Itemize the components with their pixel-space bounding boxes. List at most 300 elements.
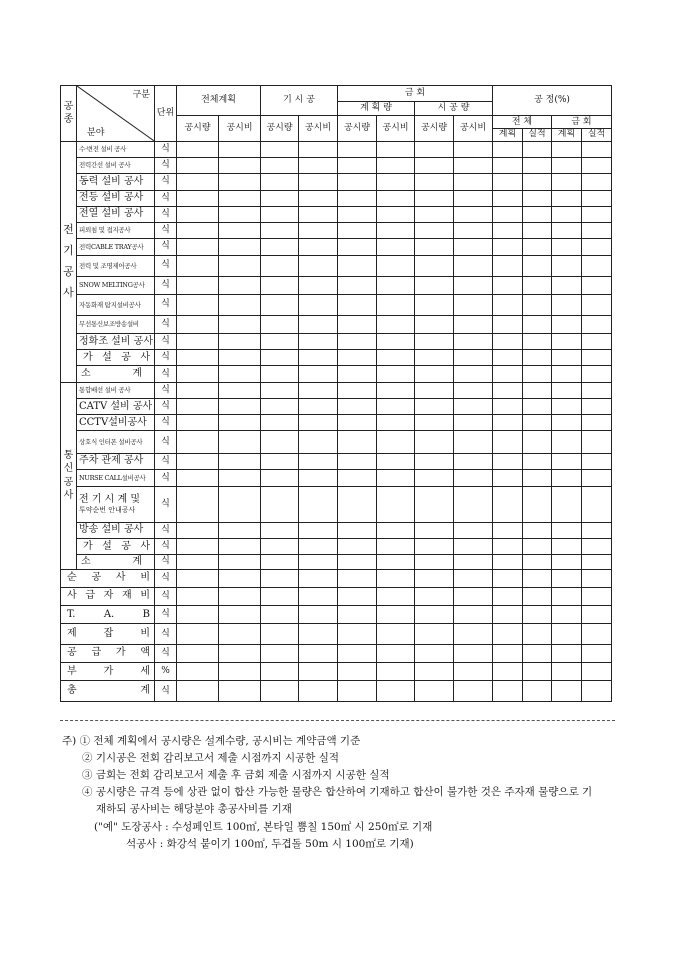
value-cell bbox=[177, 606, 219, 624]
value-cell bbox=[338, 276, 377, 294]
actual-header: 실적 bbox=[523, 128, 552, 141]
value-cell bbox=[552, 569, 582, 587]
value-cell bbox=[338, 453, 377, 469]
value-cell bbox=[454, 350, 493, 366]
spread-char: T. bbox=[67, 608, 76, 620]
item-name-line1: 전 기 시 계 및 bbox=[79, 494, 141, 506]
value-cell bbox=[299, 190, 338, 206]
value-cell bbox=[177, 206, 219, 222]
value-cell bbox=[415, 522, 454, 538]
value-cell bbox=[582, 315, 612, 333]
gongjong-header: 공 종 bbox=[61, 86, 77, 142]
value-cell bbox=[582, 295, 612, 315]
value-cell bbox=[523, 158, 552, 174]
note-line: 주) ① 전체 계획에서 공시량은 설계수량, 공시비는 계약금액 기준 bbox=[62, 735, 361, 747]
value-cell bbox=[219, 569, 261, 587]
value-cell bbox=[415, 555, 454, 569]
value-cell bbox=[493, 555, 523, 569]
spread-char: 가 bbox=[115, 647, 126, 659]
value-cell bbox=[415, 295, 454, 315]
table-row bbox=[61, 223, 612, 239]
value-cell bbox=[415, 487, 454, 523]
value-cell bbox=[338, 539, 377, 555]
bunya-label: 분야 bbox=[87, 127, 105, 138]
value-cell bbox=[582, 431, 612, 453]
value-cell bbox=[552, 663, 582, 681]
progress-total-header: 전 체 bbox=[493, 116, 552, 128]
gubun-label: 구분 bbox=[132, 90, 150, 100]
value-cell bbox=[493, 453, 523, 469]
value-cell bbox=[177, 333, 219, 349]
summary-name-text bbox=[63, 629, 154, 639]
value-cell bbox=[454, 555, 493, 569]
value-cell bbox=[552, 415, 582, 431]
value-cell bbox=[299, 276, 338, 294]
value-cell bbox=[582, 158, 612, 174]
value-cell bbox=[582, 206, 612, 222]
value-cell bbox=[338, 431, 377, 453]
value-cell bbox=[415, 681, 454, 702]
period-plan-header: 계 획 량 bbox=[338, 102, 415, 116]
value-cell bbox=[299, 174, 338, 190]
value-cell bbox=[523, 469, 552, 486]
value-cell bbox=[493, 398, 523, 414]
item-name: 정화조 설비 공사 bbox=[77, 333, 155, 349]
value-cell bbox=[219, 366, 261, 382]
value-cell bbox=[377, 239, 415, 255]
value-cell bbox=[299, 333, 338, 349]
item-name: 주차 관제 공사 bbox=[77, 453, 155, 469]
value-cell bbox=[454, 382, 493, 398]
value-cell bbox=[177, 174, 219, 190]
value-cell bbox=[552, 522, 582, 538]
value-cell bbox=[261, 431, 299, 453]
value-cell bbox=[219, 382, 261, 398]
value-cell bbox=[454, 333, 493, 349]
value-cell bbox=[493, 350, 523, 366]
value-cell bbox=[299, 158, 338, 174]
value-cell bbox=[552, 276, 582, 294]
table-row bbox=[61, 606, 612, 624]
cost-header: 공시비 bbox=[219, 116, 261, 141]
value-cell bbox=[219, 239, 261, 255]
value-cell bbox=[454, 255, 493, 276]
summary-name-text bbox=[63, 648, 154, 658]
table-row bbox=[61, 255, 612, 276]
value-cell bbox=[299, 539, 338, 555]
value-cell bbox=[377, 276, 415, 294]
value-cell bbox=[299, 382, 338, 398]
value-cell bbox=[415, 431, 454, 453]
value-cell bbox=[415, 190, 454, 206]
value-cell bbox=[299, 487, 338, 523]
value-cell bbox=[299, 223, 338, 239]
value-cell bbox=[582, 453, 612, 469]
spread-char: 공 bbox=[67, 647, 77, 659]
value-cell bbox=[523, 663, 552, 681]
value-cell bbox=[338, 469, 377, 486]
table-row bbox=[61, 569, 612, 587]
group-electric: 전 기 공 사 bbox=[61, 141, 77, 382]
value-cell bbox=[261, 539, 299, 555]
value-cell bbox=[219, 644, 261, 662]
value-cell bbox=[219, 141, 261, 157]
value-cell bbox=[177, 469, 219, 486]
value-cell bbox=[523, 315, 552, 333]
period-done-header: 시 공 량 bbox=[415, 102, 493, 116]
table-body bbox=[61, 86, 612, 702]
value-cell bbox=[523, 398, 552, 414]
value-cell bbox=[523, 415, 552, 431]
value-cell bbox=[523, 681, 552, 702]
example-line: 석공사 : 화강석 붙이기 100㎡, 두겹돌 50m 시 100㎡로 기재) bbox=[126, 838, 414, 850]
value-cell bbox=[552, 350, 582, 366]
value-cell bbox=[177, 315, 219, 333]
value-cell bbox=[552, 624, 582, 644]
table-row bbox=[61, 295, 612, 315]
summary-name bbox=[61, 587, 155, 605]
value-cell bbox=[454, 681, 493, 702]
value-cell bbox=[523, 453, 552, 469]
value-cell bbox=[377, 206, 415, 222]
value-cell bbox=[261, 239, 299, 255]
value-cell bbox=[219, 276, 261, 294]
table-row bbox=[61, 469, 612, 486]
item-name: 통합배선 설비 공사 bbox=[77, 382, 155, 398]
value-cell bbox=[219, 453, 261, 469]
value-cell bbox=[177, 255, 219, 276]
value-cell bbox=[261, 206, 299, 222]
value-cell bbox=[552, 382, 582, 398]
value-cell bbox=[261, 487, 299, 523]
value-cell bbox=[338, 663, 377, 681]
value-cell bbox=[582, 569, 612, 587]
unit-cell: 식 bbox=[155, 522, 177, 538]
value-cell bbox=[552, 158, 582, 174]
value-cell bbox=[261, 333, 299, 349]
value-cell bbox=[261, 469, 299, 486]
dashed-divider bbox=[60, 720, 615, 721]
value-cell bbox=[377, 644, 415, 662]
value-cell bbox=[299, 569, 338, 587]
value-cell bbox=[261, 174, 299, 190]
value-cell bbox=[582, 555, 612, 569]
value-cell bbox=[338, 239, 377, 255]
value-cell bbox=[454, 663, 493, 681]
progress-report-table bbox=[60, 85, 612, 702]
value-cell bbox=[377, 174, 415, 190]
value-cell bbox=[177, 382, 219, 398]
unit-cell: 식 bbox=[155, 624, 177, 644]
value-cell bbox=[523, 333, 552, 349]
value-cell bbox=[377, 350, 415, 366]
value-cell bbox=[454, 398, 493, 414]
prior-work-header: 기 시 공 bbox=[261, 86, 338, 116]
value-cell bbox=[261, 555, 299, 569]
value-cell bbox=[582, 681, 612, 702]
table-row bbox=[61, 86, 612, 102]
value-cell bbox=[582, 522, 612, 538]
value-cell bbox=[299, 431, 338, 453]
value-cell bbox=[493, 382, 523, 398]
value-cell bbox=[299, 555, 338, 569]
unit-cell: 식 bbox=[155, 644, 177, 662]
value-cell bbox=[299, 522, 338, 538]
value-cell bbox=[493, 624, 523, 644]
value-cell bbox=[415, 223, 454, 239]
value-cell bbox=[261, 522, 299, 538]
value-cell bbox=[493, 569, 523, 587]
qty-header: 공시량 bbox=[177, 116, 219, 141]
table-row bbox=[61, 174, 612, 190]
value-cell bbox=[338, 366, 377, 382]
note-line: 재하되 공사비는 해당분야 총공사비를 기재 bbox=[96, 803, 292, 815]
table-row bbox=[61, 453, 612, 469]
unit-header: 단위 bbox=[155, 86, 177, 142]
value-cell bbox=[582, 333, 612, 349]
spread-char: 공 bbox=[121, 540, 131, 552]
value-cell bbox=[415, 239, 454, 255]
unit-cell: 식 bbox=[155, 206, 177, 222]
spread-char: 제 bbox=[67, 628, 77, 640]
spread-char: 계 bbox=[132, 368, 142, 379]
spread-char: 비 bbox=[140, 572, 150, 584]
value-cell bbox=[493, 487, 523, 523]
unit-cell: 식 bbox=[155, 350, 177, 366]
spread-char: 가 bbox=[103, 665, 114, 677]
value-cell bbox=[454, 624, 493, 644]
spread-char: 설 bbox=[102, 540, 112, 552]
value-cell bbox=[338, 158, 377, 174]
value-cell bbox=[523, 555, 552, 569]
value-cell bbox=[377, 606, 415, 624]
value-cell bbox=[523, 522, 552, 538]
value-cell bbox=[415, 333, 454, 349]
value-cell bbox=[582, 366, 612, 382]
table-row bbox=[61, 333, 612, 349]
table-row bbox=[61, 158, 612, 174]
value-cell bbox=[523, 206, 552, 222]
progress-header: 공 정(%) bbox=[493, 86, 612, 116]
spread-char: 부 bbox=[67, 665, 77, 677]
value-cell bbox=[493, 606, 523, 624]
spread-char: B bbox=[142, 608, 150, 620]
value-cell bbox=[377, 569, 415, 587]
unit-cell: 식 bbox=[155, 415, 177, 431]
value-cell bbox=[523, 366, 552, 382]
value-cell bbox=[299, 239, 338, 255]
value-cell bbox=[552, 431, 582, 453]
spread-char: 사 bbox=[115, 572, 126, 584]
value-cell bbox=[552, 223, 582, 239]
table-row bbox=[61, 555, 612, 569]
item-name-text bbox=[79, 353, 154, 363]
value-cell bbox=[582, 239, 612, 255]
value-cell bbox=[552, 141, 582, 157]
unit-cell: 식 bbox=[155, 453, 177, 469]
value-cell bbox=[377, 431, 415, 453]
value-cell bbox=[219, 624, 261, 644]
unit-cell: 식 bbox=[155, 587, 177, 605]
value-cell bbox=[219, 190, 261, 206]
value-cell bbox=[261, 315, 299, 333]
value-cell bbox=[493, 190, 523, 206]
value-cell bbox=[377, 453, 415, 469]
value-cell bbox=[415, 315, 454, 333]
value-cell bbox=[415, 276, 454, 294]
unit-cell: 식 bbox=[155, 431, 177, 453]
value-cell bbox=[582, 469, 612, 486]
value-cell bbox=[415, 382, 454, 398]
value-cell bbox=[552, 453, 582, 469]
value-cell bbox=[377, 333, 415, 349]
value-cell bbox=[219, 350, 261, 366]
spread-char: 공 bbox=[91, 572, 102, 584]
value-cell bbox=[261, 398, 299, 414]
value-cell bbox=[552, 487, 582, 523]
table-row bbox=[61, 382, 612, 398]
value-cell bbox=[177, 276, 219, 294]
value-cell bbox=[582, 398, 612, 414]
unit-cell: 식 bbox=[155, 681, 177, 702]
diagonal-header bbox=[77, 86, 155, 142]
value-cell bbox=[299, 644, 338, 662]
value-cell bbox=[299, 624, 338, 644]
summary-name-text bbox=[63, 591, 154, 601]
value-cell bbox=[261, 415, 299, 431]
table-row bbox=[61, 539, 612, 555]
value-cell bbox=[338, 587, 377, 605]
item-name: 전력 및 조명제어공사 bbox=[77, 255, 155, 276]
spread-char: 총 bbox=[67, 685, 77, 697]
spread-char: 소 bbox=[81, 555, 91, 567]
value-cell bbox=[177, 141, 219, 157]
value-cell bbox=[377, 681, 415, 702]
value-cell bbox=[219, 587, 261, 605]
value-cell bbox=[582, 255, 612, 276]
spread-char: 공 bbox=[121, 351, 131, 363]
value-cell bbox=[261, 141, 299, 157]
item-name bbox=[77, 555, 155, 569]
value-cell bbox=[415, 539, 454, 555]
value-cell bbox=[552, 539, 582, 555]
value-cell bbox=[377, 315, 415, 333]
value-cell bbox=[454, 206, 493, 222]
spread-char: 세 bbox=[140, 665, 150, 677]
value-cell bbox=[582, 415, 612, 431]
value-cell bbox=[582, 190, 612, 206]
table-row bbox=[61, 190, 612, 206]
value-cell bbox=[454, 587, 493, 605]
value-cell bbox=[377, 487, 415, 523]
value-cell bbox=[299, 606, 338, 624]
value-cell bbox=[523, 539, 552, 555]
value-cell bbox=[454, 539, 493, 555]
unit-cell: 식 bbox=[155, 276, 177, 294]
value-cell bbox=[299, 681, 338, 702]
unit-cell: 식 bbox=[155, 223, 177, 239]
value-cell bbox=[177, 398, 219, 414]
value-cell bbox=[377, 555, 415, 569]
table-row bbox=[61, 663, 612, 681]
group-telecom: 통 신 공 사 bbox=[61, 382, 77, 569]
value-cell bbox=[219, 469, 261, 486]
item-name bbox=[77, 350, 155, 366]
note-line: ② 기시공은 전회 감리보고서 제출 시점까지 시공한 실적 bbox=[82, 752, 340, 764]
unit-cell: % bbox=[155, 663, 177, 681]
value-cell bbox=[582, 223, 612, 239]
value-cell bbox=[299, 453, 338, 469]
value-cell bbox=[523, 587, 552, 605]
value-cell bbox=[454, 141, 493, 157]
value-cell bbox=[552, 255, 582, 276]
value-cell bbox=[523, 255, 552, 276]
item-name: 전력CABLE TRAY공사 bbox=[77, 239, 155, 255]
value-cell bbox=[523, 644, 552, 662]
value-cell bbox=[177, 487, 219, 523]
table-row bbox=[61, 587, 612, 605]
table-row bbox=[61, 141, 612, 157]
value-cell bbox=[299, 295, 338, 315]
value-cell bbox=[177, 522, 219, 538]
value-cell bbox=[177, 239, 219, 255]
unit-cell: 식 bbox=[155, 366, 177, 382]
value-cell bbox=[493, 206, 523, 222]
spread-char: 재 bbox=[121, 590, 132, 602]
unit-cell: 식 bbox=[155, 487, 177, 523]
value-cell bbox=[523, 141, 552, 157]
value-cell bbox=[299, 350, 338, 366]
value-cell bbox=[261, 382, 299, 398]
value-cell bbox=[523, 569, 552, 587]
value-cell bbox=[493, 174, 523, 190]
cost-header: 공시비 bbox=[454, 116, 493, 141]
value-cell bbox=[338, 206, 377, 222]
spread-char: 계 bbox=[132, 555, 142, 567]
value-cell bbox=[582, 587, 612, 605]
summary-name-text bbox=[63, 573, 154, 583]
spread-char: 사 bbox=[140, 351, 150, 363]
unit-cell: 식 bbox=[155, 539, 177, 555]
value-cell bbox=[338, 487, 377, 523]
value-cell bbox=[454, 569, 493, 587]
value-cell bbox=[493, 255, 523, 276]
value-cell bbox=[377, 539, 415, 555]
value-cell bbox=[493, 315, 523, 333]
spread-char: 가 bbox=[83, 540, 93, 552]
spread-char: 사 bbox=[67, 590, 77, 602]
value-cell bbox=[177, 569, 219, 587]
note-line: ④ 공시량은 규격 등에 상관 없이 합산 가능한 물량은 합산하여 기재하고 합산이 불가한 것은 주자재 물량으로 기 bbox=[82, 786, 593, 798]
value-cell bbox=[454, 606, 493, 624]
plan-header: 계획 bbox=[552, 128, 582, 141]
value-cell bbox=[338, 174, 377, 190]
value-cell bbox=[261, 366, 299, 382]
value-cell bbox=[523, 190, 552, 206]
value-cell bbox=[493, 539, 523, 555]
table-row bbox=[61, 681, 612, 702]
qty-header: 공시량 bbox=[338, 116, 377, 141]
value-cell bbox=[415, 174, 454, 190]
value-cell bbox=[415, 255, 454, 276]
value-cell bbox=[261, 569, 299, 587]
value-cell bbox=[261, 350, 299, 366]
value-cell bbox=[219, 295, 261, 315]
value-cell bbox=[523, 350, 552, 366]
unit-cell: 식 bbox=[155, 295, 177, 315]
table-row bbox=[61, 522, 612, 538]
value-cell bbox=[219, 487, 261, 523]
